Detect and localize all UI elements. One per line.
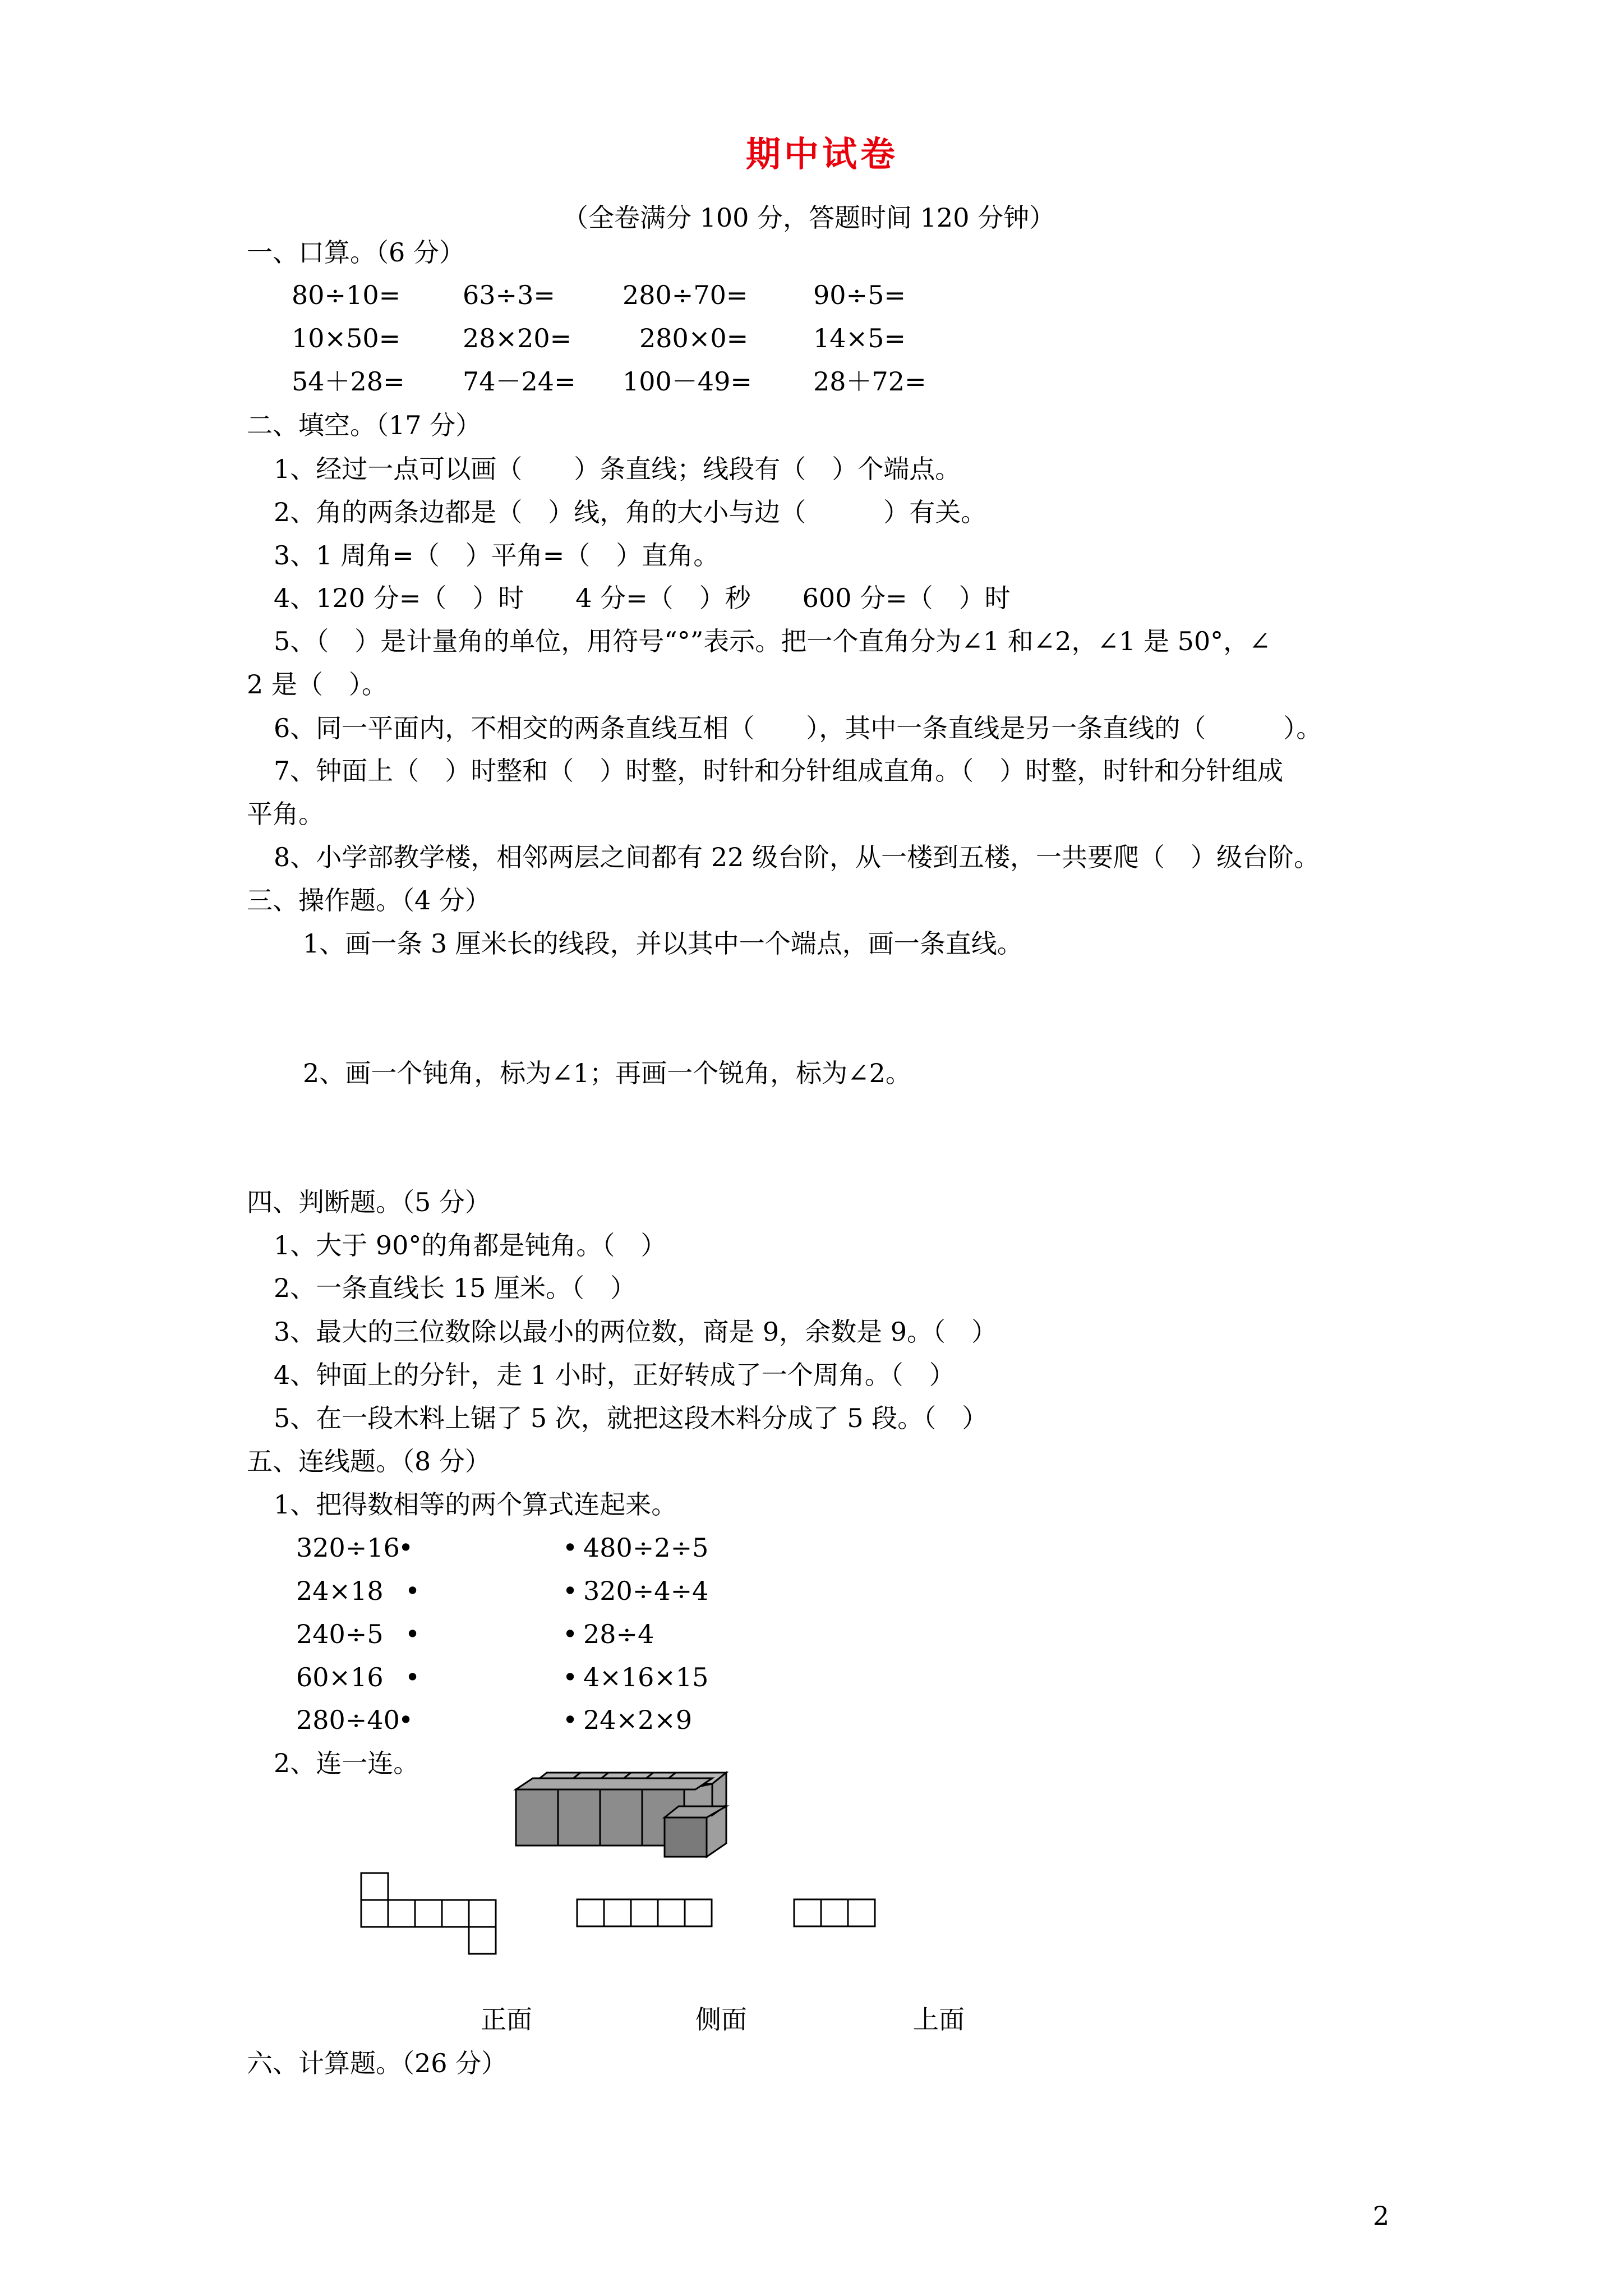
calc-item: 10×50= [292, 323, 401, 353]
calc-item: 28×20= [463, 323, 572, 353]
section-2-heading: 二、填空。（17 分） [247, 410, 482, 440]
judge-question: 3、最大的三位数除以最小的两位数，商是 9，余数是 9。（ ） [274, 1317, 998, 1347]
section-1-heading: 一、口算。（6 分） [247, 237, 465, 268]
match-right-expression: 4×16×15 [583, 1662, 709, 1692]
calc-item: 280÷70= [623, 280, 748, 310]
top-view-grid [792, 1897, 882, 1931]
judge-question: 2、一条直线长 15 厘米。（ ） [274, 1273, 637, 1303]
side-view-grid [575, 1897, 721, 1931]
match-right-expression: 24×2×9 [583, 1705, 693, 1735]
match-left-dot[interactable]: • [405, 1619, 421, 1649]
match-left-expression: 280÷40 [296, 1705, 400, 1735]
calc-item: 63÷3= [463, 280, 555, 310]
match-left-expression: 240÷5 [296, 1619, 384, 1649]
calc-item: 28＋72= [813, 366, 926, 397]
fill-question: 2、角的两条边都是（ ）线，角的大小与边（ ）有关。 [274, 497, 987, 527]
front-view-grid [359, 1871, 505, 1972]
view-label-front: 正面 [481, 2004, 532, 2035]
section-5-heading: 五、连线题。（8 分） [247, 1446, 491, 1476]
page-number: 2 [1373, 2201, 1390, 2231]
judge-question: 5、在一段木料上锯了 5 次，就把这段木料分成了 5 段。（ ） [274, 1403, 988, 1433]
calc-item: 74－24= [463, 366, 576, 397]
match-right-dot[interactable]: • [562, 1533, 578, 1563]
fill-question: 5、（ ）是计量角的单位，用符号“°”表示。把一个直角分为∠1 和∠2，∠1 是 50°，∠ [274, 626, 1271, 656]
match-left-expression: 24×18 [296, 1576, 384, 1606]
fill-question: 1、经过一点可以画（ ）条直线；线段有（ ）个端点。 [274, 454, 961, 484]
page-title: 期中试卷 [746, 134, 899, 174]
matching-question-2: 2、连一连。 [274, 1748, 419, 1778]
fill-question: 3、1 周角=（ ）平角=（ ）直角。 [274, 540, 720, 570]
match-right-dot[interactable]: • [562, 1705, 578, 1735]
match-right-dot[interactable]: • [562, 1576, 578, 1606]
fill-question: 6、同一平面内，不相交的两条直线互相（ ），其中一条直线是另一条直线的（ ）。 [274, 713, 1322, 743]
fill-question-continued: 平角。 [247, 799, 324, 829]
fill-question-continued: 2 是（ ）。 [247, 669, 388, 700]
match-right-expression: 480÷2÷5 [583, 1533, 709, 1563]
match-right-expression: 320÷4÷4 [583, 1576, 709, 1606]
match-left-dot[interactable]: • [398, 1533, 414, 1563]
fill-question: 4、120 分=（ ）时 4 分=（ ）秒 600 分=（ ）时 [274, 583, 1011, 613]
match-left-dot[interactable]: • [398, 1705, 414, 1735]
cube-stack-figure [510, 1772, 746, 1861]
calc-item: 100－49= [623, 366, 752, 397]
fill-question: 8、小学部教学楼，相邻两层之间都有 22 级台阶，从一楼到五楼，一共要爬（ ）级台阶。 [274, 842, 1320, 872]
exam-subtitle: （全卷满分 100 分，答题时间 120 分钟） [562, 203, 1055, 233]
match-right-dot[interactable]: • [562, 1662, 578, 1692]
match-left-dot[interactable]: • [405, 1662, 421, 1692]
judge-question: 4、钟面上的分针，走 1 小时，正好转成了一个周角。（ ） [274, 1360, 955, 1390]
section-6-heading: 六、计算题。（26 分） [247, 2048, 508, 2078]
matching-question-1: 1、把得数相等的两个算式连起来。 [274, 1489, 677, 1520]
match-left-expression: 320÷16 [296, 1533, 400, 1563]
match-left-expression: 60×16 [296, 1662, 384, 1692]
calc-item: 54＋28= [292, 366, 405, 397]
match-left-dot[interactable]: • [405, 1576, 421, 1606]
view-label-top: 上面 [913, 2004, 965, 2035]
section-4-heading: 四、判断题。（5 分） [247, 1187, 491, 1217]
match-right-dot[interactable]: • [562, 1619, 578, 1649]
drawing-question-2: 2、画一个钝角，标为∠1；再画一个锐角，标为∠2。 [303, 1058, 911, 1088]
view-label-side: 侧面 [695, 2004, 747, 2035]
drawing-question-1: 1、画一条 3 厘米长的线段，并以其中一个端点，画一条直线。 [303, 928, 1023, 959]
calc-item: 80÷10= [292, 280, 401, 310]
calc-item: 14×5= [813, 323, 906, 353]
calc-item: 280×0= [639, 323, 749, 353]
calc-item: 90÷5= [813, 280, 906, 310]
match-right-expression: 28÷4 [583, 1619, 654, 1649]
judge-question: 1、大于 90°的角都是钝角。（ ） [274, 1230, 667, 1260]
fill-question: 7、钟面上（ ）时整和（ ）时整，时针和分针组成直角。（ ）时整，时针和分针组成 [274, 756, 1284, 786]
section-3-heading: 三、操作题。（4 分） [247, 885, 491, 915]
